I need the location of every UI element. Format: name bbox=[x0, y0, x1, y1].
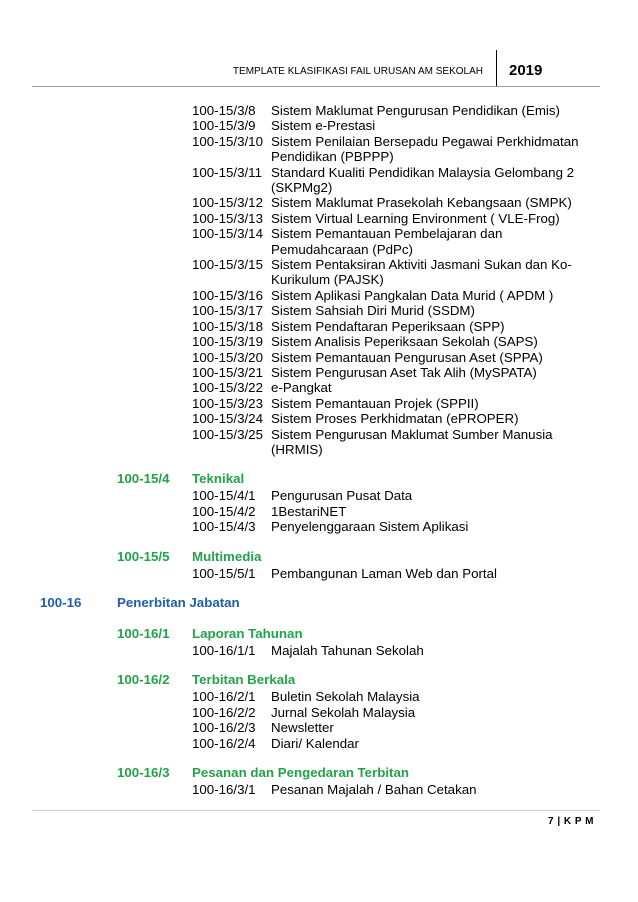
file-code: 100-15/3/19 bbox=[192, 334, 263, 350]
section-heading bbox=[0, 595, 638, 612]
file-description: Buletin Sekolah Malaysia bbox=[271, 689, 420, 705]
file-item bbox=[0, 705, 638, 720]
file-code: 100-15/3/17 bbox=[192, 303, 263, 319]
file-description: Diari/ Kalendar bbox=[271, 735, 359, 751]
subsection-code: 100-16/1 bbox=[117, 625, 170, 641]
classification-list bbox=[0, 103, 638, 797]
file-item bbox=[0, 380, 638, 395]
file-item bbox=[0, 165, 638, 196]
file-code: 100-15/3/21 bbox=[192, 364, 263, 380]
file-item bbox=[0, 643, 638, 658]
file-item bbox=[0, 211, 638, 226]
file-description: Sistem Pendaftaran Peperiksaan (SPP) bbox=[271, 318, 505, 334]
file-code: 100-16/2/4 bbox=[192, 735, 256, 751]
file-item bbox=[0, 689, 638, 704]
subsection-code: 100-16/2 bbox=[117, 672, 170, 688]
header-rule bbox=[32, 86, 600, 87]
file-code: 100-15/3/11 bbox=[192, 164, 262, 180]
file-code: 100-15/3/15 bbox=[192, 257, 263, 273]
file-code: 100-15/3/12 bbox=[192, 195, 263, 211]
file-code: 100-15/4/1 bbox=[192, 488, 256, 504]
file-code: 100-16/1/1 bbox=[192, 642, 256, 658]
file-code: 100-15/3/24 bbox=[192, 411, 263, 427]
file-item bbox=[0, 411, 638, 426]
header-divider bbox=[496, 50, 497, 86]
file-item bbox=[0, 319, 638, 334]
file-item bbox=[0, 134, 638, 165]
file-description: Penyelenggaraan Sistem Aplikasi bbox=[271, 519, 469, 535]
file-item bbox=[0, 303, 638, 318]
file-description: Jurnal Sekolah Malaysia bbox=[271, 704, 416, 720]
file-description: Pembangunan Laman Web dan Portal bbox=[271, 565, 497, 581]
file-description: Sistem Maklumat Pengurusan Pendidikan (Emis) bbox=[271, 103, 560, 118]
file-description: Sistem Pengurusan Aset Tak Alih (MySPATA) bbox=[271, 364, 537, 380]
file-code: 100-15/3/23 bbox=[192, 395, 263, 411]
file-code: 100-15/5/1 bbox=[192, 565, 256, 581]
file-item bbox=[0, 334, 638, 349]
file-item bbox=[0, 504, 638, 519]
subsection-title: Multimedia bbox=[192, 548, 262, 564]
file-description: Sistem Penilaian Bersepadu Pegawai Perkhidmatan Pendidikan (PBPPP) bbox=[271, 133, 579, 165]
page-number: 7 | K P M bbox=[547, 816, 594, 827]
file-description: Sistem e-Prestasi bbox=[271, 118, 376, 134]
file-code: 100-16/2/3 bbox=[192, 720, 256, 736]
file-description: Majalah Tahunan Sekolah bbox=[271, 642, 424, 658]
file-code: 100-15/3/22 bbox=[192, 380, 263, 396]
subsection-heading bbox=[0, 626, 638, 643]
file-code: 100-15/4/2 bbox=[192, 503, 256, 519]
file-description: Sistem Pemantauan Pengurusan Aset (SPPA) bbox=[271, 349, 543, 365]
subsection-title: Pesanan dan Pengedaran Terbitan bbox=[192, 765, 409, 780]
file-item bbox=[0, 782, 638, 797]
file-code: 100-16/2/2 bbox=[192, 704, 256, 720]
file-description: Pengurusan Pusat Data bbox=[271, 488, 413, 504]
file-item bbox=[0, 736, 638, 751]
file-item bbox=[0, 350, 638, 365]
file-item bbox=[0, 103, 638, 118]
file-item bbox=[0, 195, 638, 210]
file-item bbox=[0, 720, 638, 735]
subsection-code: 100-15/4 bbox=[117, 471, 170, 487]
file-code: 100-15/3/8 bbox=[192, 103, 256, 118]
file-description: Sistem Sahsiah Diri Murid (SSDM) bbox=[271, 303, 475, 319]
file-code: 100-15/3/16 bbox=[192, 287, 263, 303]
header-year: 2019 bbox=[509, 62, 543, 79]
file-code: 100-15/3/18 bbox=[192, 318, 263, 334]
subsection-title: Laporan Tahunan bbox=[192, 625, 303, 641]
subsection-title: Teknikal bbox=[192, 471, 245, 487]
file-item bbox=[0, 427, 638, 458]
file-code: 100-15/3/13 bbox=[192, 210, 263, 226]
file-description: Sistem Pemantauan Pembelajaran dan Pemudahcaraan (PdPc) bbox=[271, 226, 503, 257]
file-description: Sistem Analisis Peperiksaan Sekolah (SAPS) bbox=[271, 334, 538, 350]
file-description: Sistem Virtual Learning Environment ( VLE-Frog) bbox=[271, 210, 560, 226]
file-description: 1BestariNET bbox=[271, 503, 347, 519]
file-description: Standard Kualiti Pendidikan Malaysia Gelombang 2 (SKPMg2) bbox=[271, 164, 575, 196]
subsection-heading bbox=[0, 549, 638, 566]
file-description: Pesanan Majalah / Bahan Cetakan bbox=[271, 782, 477, 797]
file-code: 100-15/3/20 bbox=[192, 349, 263, 365]
footer-rule bbox=[32, 810, 600, 811]
file-item bbox=[0, 257, 638, 288]
subsection-code: 100-15/5 bbox=[117, 548, 170, 564]
file-description: Sistem Pengurusan Maklumat Sumber Manusia (HRMIS) bbox=[271, 426, 553, 457]
header-title: TEMPLATE KLASIFIKASI FAIL URUSAN AM SEKOLAH bbox=[232, 66, 483, 77]
subsection-title: Terbitan Berkala bbox=[192, 672, 296, 688]
file-description: Newsletter bbox=[271, 720, 334, 736]
file-description: Sistem Aplikasi Pangkalan Data Murid ( APDM ) bbox=[271, 287, 554, 303]
file-code: 100-15/3/9 bbox=[192, 118, 256, 134]
file-code: 100-15/4/3 bbox=[192, 519, 256, 535]
subsection-heading bbox=[0, 672, 638, 689]
file-item bbox=[0, 365, 638, 380]
file-code: 100-15/3/14 bbox=[192, 226, 263, 242]
file-code: 100-15/3/25 bbox=[192, 426, 263, 442]
subsection-code: 100-16/3 bbox=[117, 765, 170, 780]
subsection-heading bbox=[0, 765, 638, 782]
file-item bbox=[0, 226, 638, 257]
file-item bbox=[0, 288, 638, 303]
file-code: 100-16/3/1 bbox=[192, 782, 256, 797]
file-item bbox=[0, 566, 638, 581]
file-item bbox=[0, 118, 638, 133]
file-description: e-Pangkat bbox=[271, 380, 332, 396]
file-code: 100-15/3/10 bbox=[192, 133, 263, 149]
file-item bbox=[0, 396, 638, 411]
file-description: Sistem Proses Perkhidmatan (ePROPER) bbox=[271, 411, 519, 427]
file-item bbox=[0, 488, 638, 503]
subsection-heading bbox=[0, 471, 638, 488]
file-description: Sistem Pemantauan Projek (SPPII) bbox=[271, 395, 479, 411]
file-code: 100-16/2/1 bbox=[192, 689, 256, 705]
file-description: Sistem Maklumat Prasekolah Kebangsaan (SMPK) bbox=[271, 195, 572, 211]
file-item bbox=[0, 519, 638, 534]
section-code: 100-16 bbox=[40, 594, 82, 610]
section-title: Penerbitan Jabatan bbox=[117, 594, 240, 610]
file-description: Sistem Pentaksiran Aktiviti Jasmani Sukan dan Ko-Kurikulum (PAJSK) bbox=[271, 257, 572, 288]
